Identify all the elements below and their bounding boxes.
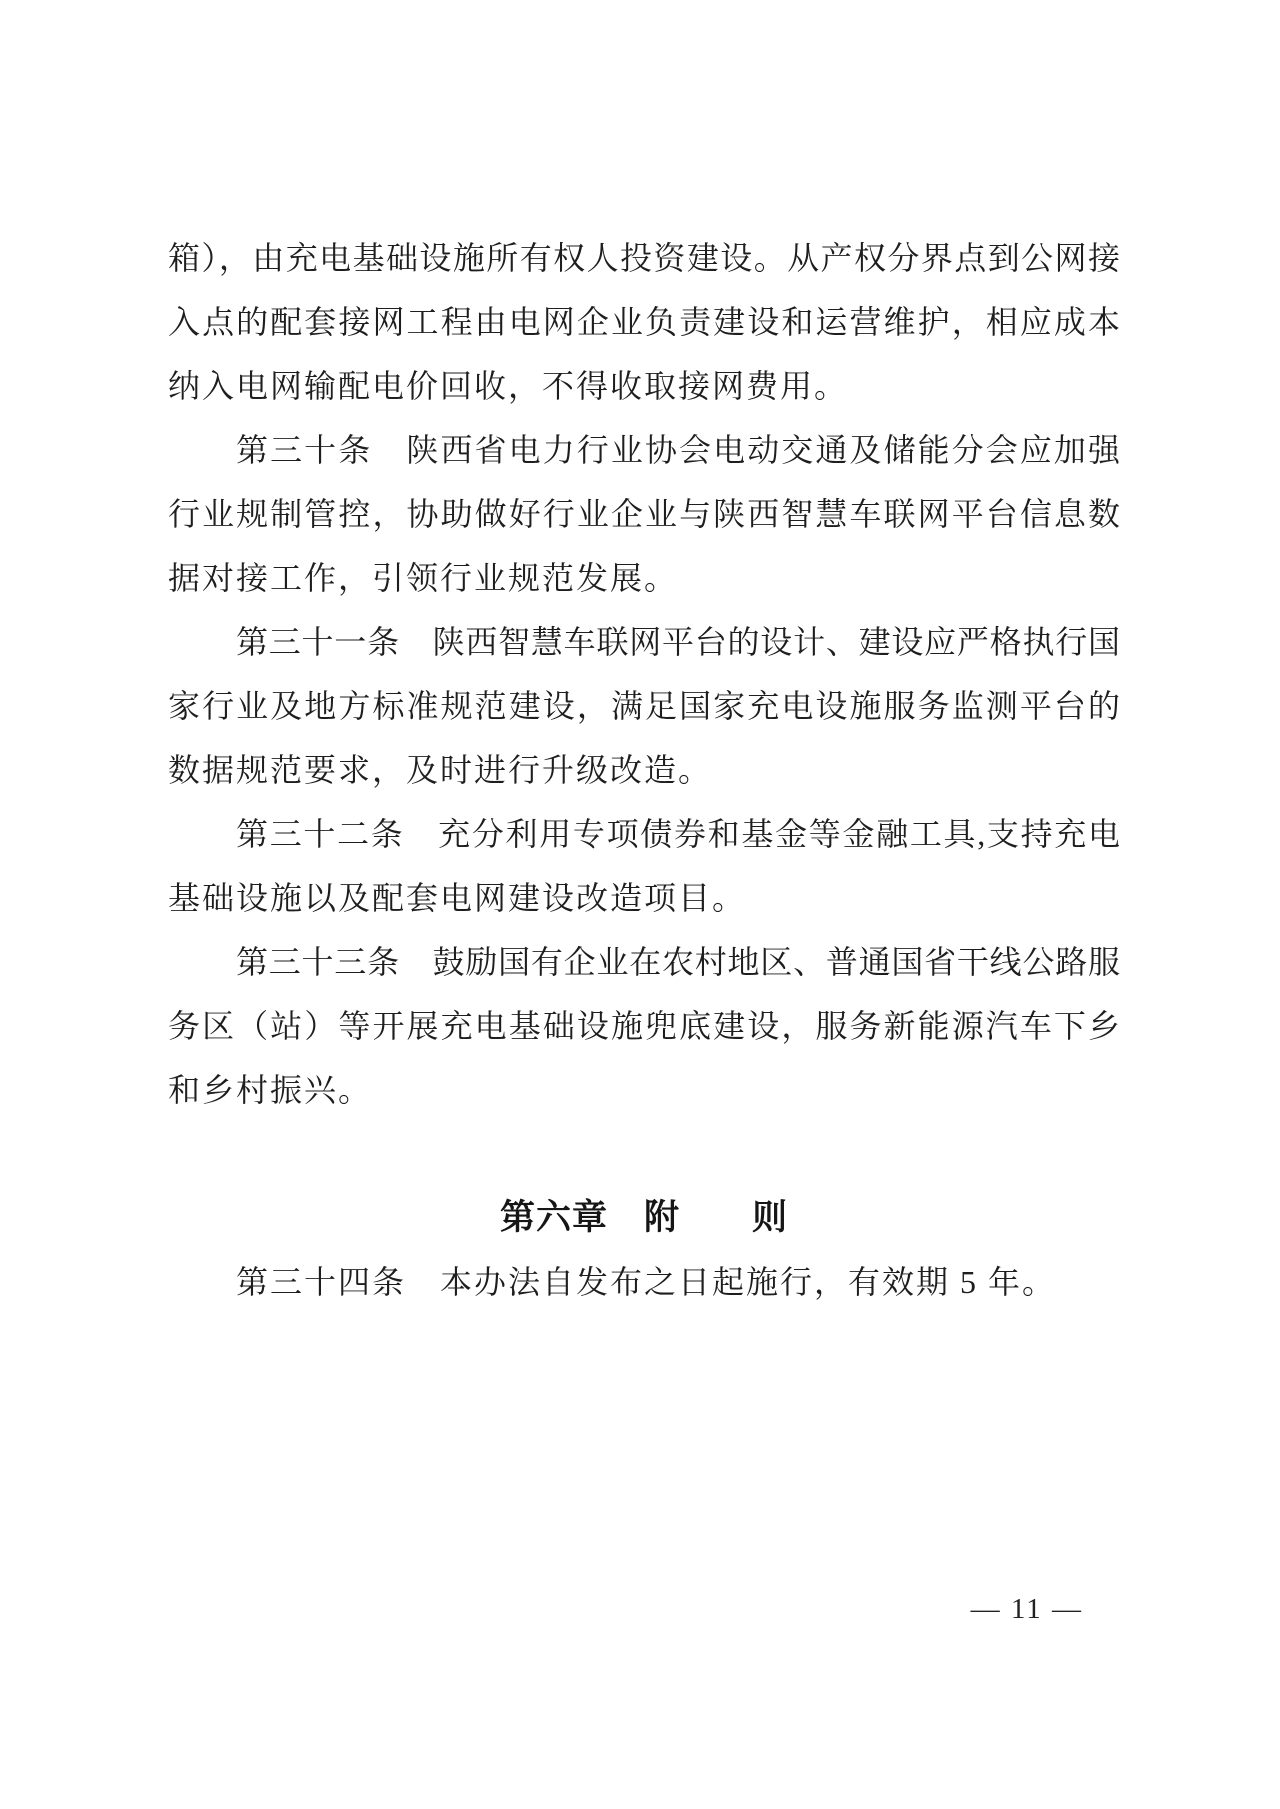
chapter-heading: 第六章 附 则 [499, 1198, 788, 1237]
body-line: 基础设施以及配套电网建设改造项目。 [168, 880, 747, 916]
body-line: 据对接工作，引领行业规范发展。 [168, 560, 679, 596]
page-number: — 11 — [970, 1593, 1083, 1625]
body-line: 箱），由充电基础设施所有权人投资建设。从产权分界点到公网接 [168, 240, 1120, 276]
body-line: 家行业及地方标准规范建设，满足国家充电设施服务监测平台的 [168, 688, 1120, 724]
body-line: 行业规制管控，协助做好行业企业与陕西智慧车联网平台信息数 [168, 496, 1120, 532]
article-32-line: 第三十二条 充分利用专项债券和基金等金融工具,支持充电 [236, 816, 1120, 852]
article-31-line: 第三十一条 陕西智慧车联网平台的设计、建设应严格执行国 [236, 624, 1120, 660]
blank-line [168, 1122, 1120, 1186]
article-33-line: 第三十三条 鼓励国有企业在农村地区、普通国省干线公路服 [236, 944, 1120, 980]
article-30-line: 第三十条 陕西省电力行业协会电动交通及储能分会应加强 [236, 432, 1120, 468]
document-body [168, 226, 1120, 1314]
body-line: 纳入电网输配电价回收，不得收取接网费用。 [168, 368, 849, 404]
body-line: 入点的配套接网工程由电网企业负责建设和运营维护，相应成本 [168, 304, 1120, 340]
body-line: 务区（站）等开展充电基础设施兜底建设，服务新能源汽车下乡 [168, 1008, 1120, 1044]
body-line: 和乡村振兴。 [168, 1072, 373, 1108]
article-34-line: 第三十四条 本办法自发布之日起施行，有效期 5 年。 [236, 1264, 1057, 1300]
body-line: 数据规范要求，及时进行升级改造。 [168, 752, 713, 788]
